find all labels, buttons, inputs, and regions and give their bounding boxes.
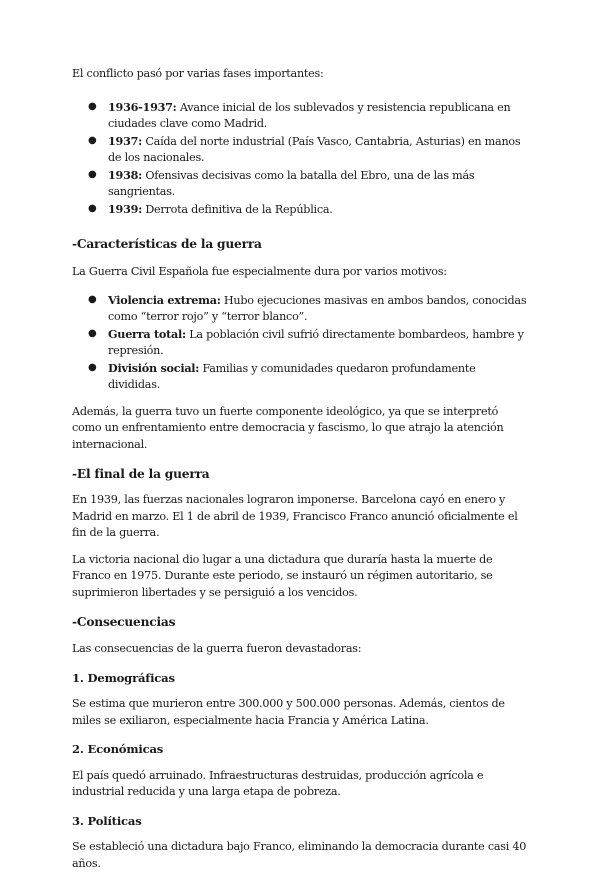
characteristics-intro: La Guerra Civil Española fue especialmente dura por varios motivos: — [72, 265, 447, 278]
characteristics-list — [72, 292, 530, 394]
bullet-icon: ● — [88, 202, 97, 214]
list-item: ● 1936-1937: Avance inicial de los sublevados y resistencia republicana en ciudades clave como Madrid. — [88, 99, 511, 130]
characteristics-closing: Además, la guerra tuvo un fuerte componente ideológico, ya que se interpretó como un enfrentamiento entre democracia y fascismo, lo que atrajo la atención internacional. — [72, 404, 504, 451]
list-item: ● Guerra total: La población civil sufrió directamente bombardeos, hambre y represión. — [88, 326, 524, 357]
section-heading-consequences: -Consecuencias — [72, 615, 176, 629]
demographic-text: Se estima que murieron entre 300.000 y 500.000 personas. Además, cientos de miles se exiliaron, especialmente hacia Francia y América Latina. — [72, 697, 505, 727]
end-paragraph-1: En 1939, las fuerzas nacionales lograron imponerse. Barcelona cayó en enero y Madrid en marzo. El 1 de abril de 1939, Francisco Franco anunció oficialmente el fin de la guerra. — [72, 493, 518, 539]
political-text: Se estableció una dictadura bajo Franco, eliminando la democracia durante casi 40 años. — [72, 840, 527, 870]
list-item: ● División social: Familias y comunidades quedaron profundamente divididas. — [88, 360, 476, 391]
consequences-intro: Las consecuencias de la guerra fueron devastadoras: — [72, 642, 362, 655]
end-paragraph-2: La victoria nacional dio lugar a una dictadura que duraría hasta la muerte de Franco en 1975. Durante este periodo, se instauró un régimen autoritario, se suprimieron libertades y se persiguió a los vencidos. — [72, 552, 493, 599]
bullet-icon: ● — [88, 327, 97, 339]
subheading-political: 3. Políticas — [72, 813, 142, 828]
subheading-demographic: 1. Demográficas — [72, 670, 175, 685]
list-item: ● Violencia extrema: Hubo ejecuciones masivas en ambos bandos, conocidas como “terror rojo” y “terror blanco”. — [88, 292, 527, 323]
phases-intro: El conflicto pasó por varias fases importantes: — [72, 67, 324, 80]
list-item: ● 1939: Derrota definitiva de la República. — [88, 201, 333, 216]
bullet-icon: ● — [88, 168, 97, 180]
section-heading-end: -El final de la guerra — [72, 467, 210, 481]
bullet-icon: ● — [88, 134, 97, 146]
bullet-icon: ● — [88, 361, 97, 373]
list-item: ● 1937: Caída del norte industrial (País Vasco, Cantabria, Asturias) en manos de los nacionales. — [88, 133, 521, 164]
phases-list — [72, 99, 530, 219]
section-heading-characteristics: -Características de la guerra — [72, 237, 262, 251]
list-item: ● 1938: Ofensivas decisivas como la batalla del Ebro, una de las más sangrientas. — [88, 167, 475, 198]
bullet-icon: ● — [88, 293, 97, 305]
subheading-economic: 2. Económicas — [72, 742, 164, 756]
economic-text: El país quedó arruinado. Infraestructuras destruidas, producción agrícola e industrial reducida y una larga etapa de pobreza. — [72, 768, 484, 798]
bullet-icon: ● — [88, 100, 97, 112]
